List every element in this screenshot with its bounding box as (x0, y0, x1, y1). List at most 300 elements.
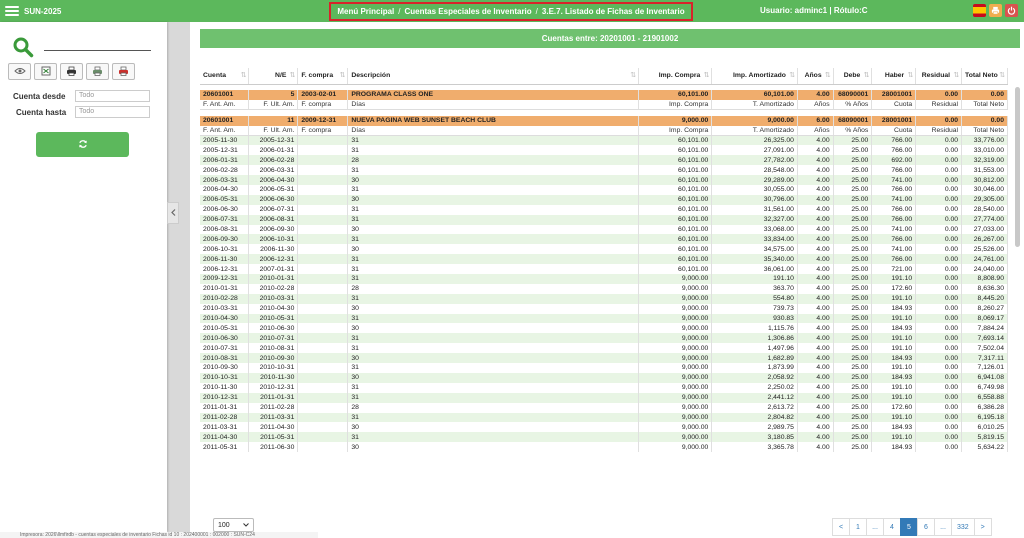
table-cell: 30 (348, 323, 639, 333)
table-row[interactable] (200, 304, 1008, 314)
table-cell: 0.00 (916, 403, 962, 413)
table-cell: 2010-01-31 (249, 274, 298, 284)
table-cell: 4.00 (797, 403, 833, 413)
table-cell: 2011-06-30 (249, 442, 298, 452)
table-cell: 25.00 (833, 343, 872, 353)
table-cell: 2,250.02 (712, 383, 798, 393)
table-row[interactable] (200, 294, 1008, 304)
table-cell: 4.00 (797, 215, 833, 225)
table-cell: 2010-04-30 (249, 304, 298, 314)
table-row[interactable] (200, 155, 1008, 165)
table-row[interactable] (200, 175, 1008, 185)
search-input[interactable] (44, 50, 151, 51)
search-icon[interactable] (12, 36, 34, 58)
table-cell: 4.00 (797, 90, 833, 100)
table-cell: 6,010.25 (962, 422, 1008, 432)
hamburger-menu-icon[interactable] (5, 4, 19, 18)
table-row[interactable] (200, 323, 1008, 333)
table-cell: 60,101.00 (712, 90, 798, 100)
pager-page[interactable]: 4 (883, 518, 901, 536)
table-cell: 27,091.00 (712, 145, 798, 155)
table-cell: 2006-09-30 (249, 225, 298, 235)
table-cell: 2006-08-31 (249, 215, 298, 225)
table-cell: 25.00 (833, 403, 872, 413)
table-cell: 60,101.00 (638, 155, 711, 165)
cuenta-desde-label: Cuenta desde (13, 92, 66, 101)
table-cell: 172.60 (872, 284, 916, 294)
table-cell: 191.10 (872, 333, 916, 343)
table-cell: 0.00 (916, 165, 962, 175)
table-cell: 25.00 (833, 145, 872, 155)
table-cell: 25.00 (833, 225, 872, 235)
table-cell: 2005-12-31 (200, 145, 249, 155)
table-cell: 191.10 (872, 363, 916, 373)
table-cell: 9,000.00 (638, 314, 711, 324)
table-cell: 30 (348, 195, 639, 205)
column-header[interactable] (797, 68, 833, 84)
table-cell: NUEVA PAGINA WEB SUNSET BEACH CLUB (348, 116, 639, 126)
table-cell: 172.60 (872, 403, 916, 413)
table-cell: 25.00 (833, 244, 872, 254)
table-cell: 31 (348, 333, 639, 343)
table-cell: 2010-10-31 (200, 373, 249, 383)
table-cell: 2011-03-31 (249, 413, 298, 423)
table-cell: 30,055.00 (712, 185, 798, 195)
table-cell: 0.00 (916, 314, 962, 324)
table-cell: 25.00 (833, 383, 872, 393)
table-cell: 4.00 (797, 432, 833, 442)
table-cell: 7,126.01 (962, 363, 1008, 373)
table-cell: 8,808.90 (962, 274, 1008, 284)
table-cell: PROGRAMA CLASS ONE (348, 90, 639, 100)
table-cell: 31 (348, 185, 639, 195)
table-cell: 0.00 (916, 205, 962, 215)
table-cell: 2010-06-30 (249, 323, 298, 333)
table-cell: 2006-12-31 (200, 264, 249, 274)
table-cell: 2007-01-31 (249, 264, 298, 274)
table-cell (298, 136, 348, 146)
table-cell: 2010-01-31 (200, 284, 249, 294)
pager-page[interactable]: 5 (900, 518, 918, 536)
table-cell: 60,101.00 (638, 90, 711, 100)
sort-icon[interactable]: ⇅ (824, 72, 831, 79)
table-cell: 60,101.00 (638, 254, 711, 264)
table-cell: F. compra (298, 100, 348, 110)
table-cell (298, 185, 348, 195)
table-cell: 2006-07-31 (200, 215, 249, 225)
table-cell: 4.00 (797, 373, 833, 383)
table-row[interactable] (200, 284, 1008, 294)
account-row[interactable] (200, 116, 1008, 126)
table-cell: 2006-12-31 (249, 254, 298, 264)
table-cell: Residual (916, 126, 962, 136)
table-cell: 4.00 (797, 383, 833, 393)
table-cell: 2006-09-30 (200, 234, 249, 244)
table-row[interactable] (200, 343, 1008, 353)
table-cell: % Años (833, 126, 872, 136)
breadcrumb-home[interactable]: Menú Principal (337, 7, 395, 16)
table-cell: 31 (348, 145, 639, 155)
table-cell: Total Neto (962, 126, 1008, 136)
column-header-label: Imp. Amortizado (732, 72, 786, 80)
table-cell: 2011-02-28 (200, 413, 249, 423)
table-cell: 6,941.08 (962, 373, 1008, 383)
table-row[interactable] (200, 205, 1008, 215)
table-cell: 0.00 (916, 422, 962, 432)
table-cell: 27,782.00 (712, 155, 798, 165)
table-row[interactable] (200, 145, 1008, 155)
table-cell: 4.00 (797, 304, 833, 314)
table-cell: 766.00 (872, 254, 916, 264)
table-cell: 4.00 (797, 284, 833, 294)
table-cell: 2,613.72 (712, 403, 798, 413)
top-bar (0, 0, 1024, 22)
sort-icon[interactable]: ⇅ (289, 72, 296, 79)
table-cell: 26,267.00 (962, 234, 1008, 244)
table-cell: 25.00 (833, 195, 872, 205)
table-cell: 25.00 (833, 155, 872, 165)
table-cell: 25.00 (833, 234, 872, 244)
column-header[interactable] (298, 68, 348, 84)
table-cell: 25.00 (833, 185, 872, 195)
pager-prev[interactable]: < (832, 518, 850, 536)
table-cell: 4.00 (797, 343, 833, 353)
table-cell: 31 (348, 264, 639, 274)
table-cell: 741.00 (872, 244, 916, 254)
table-cell: 191.10 (872, 343, 916, 353)
table-cell: 0.00 (916, 185, 962, 195)
print-icon[interactable] (989, 4, 1002, 17)
breadcrumb (329, 2, 693, 21)
group-rows (200, 136, 1008, 274)
sort-icon[interactable]: ⇅ (907, 72, 914, 79)
table-row[interactable] (200, 383, 1008, 393)
table-cell: 0.00 (916, 373, 962, 383)
table-cell: 191.10 (872, 393, 916, 403)
table-cell: 0.00 (916, 393, 962, 403)
table-cell: 30 (348, 422, 639, 432)
collapse-panel-button[interactable] (167, 202, 179, 224)
table-row[interactable] (200, 136, 1008, 146)
view-button[interactable] (8, 63, 31, 80)
column-header[interactable] (638, 68, 711, 84)
table-cell: 34,575.00 (712, 244, 798, 254)
table-cell: 9,000.00 (638, 403, 711, 413)
table-row[interactable] (200, 422, 1008, 432)
table-cell (298, 393, 348, 403)
table-cell: 1,682.89 (712, 353, 798, 363)
table-cell: 20601001 (200, 90, 249, 100)
table-cell (298, 274, 348, 284)
table-cell: 2006-05-31 (249, 185, 298, 195)
table-cell: 31,561.00 (712, 205, 798, 215)
column-header-label: Cuenta (203, 72, 227, 80)
table-cell: 741.00 (872, 225, 916, 235)
table-cell (298, 422, 348, 432)
column-header-label: Residual (921, 72, 951, 80)
table-cell: 184.93 (872, 304, 916, 314)
printer-icon (92, 66, 103, 78)
pager-ellipsis: ... (866, 518, 884, 536)
table-row[interactable] (200, 373, 1008, 383)
table-cell: 2010-03-31 (200, 304, 249, 314)
table-row[interactable] (200, 333, 1008, 343)
sort-icon[interactable]: ⇅ (953, 72, 960, 79)
table-cell: 9,000.00 (638, 304, 711, 314)
table-cell: 32,319.00 (962, 155, 1008, 165)
inventory-table (200, 68, 1008, 452)
pagination (833, 518, 992, 536)
table-cell: 2011-02-28 (249, 403, 298, 413)
table-cell: 4.00 (797, 393, 833, 403)
table-cell: 9,000.00 (638, 442, 711, 452)
table-cell: 6,749.98 (962, 383, 1008, 393)
table-cell: 4.00 (797, 244, 833, 254)
table-cell: 30 (348, 304, 639, 314)
table-cell: T. Amortizado (712, 100, 798, 110)
table-row[interactable] (200, 195, 1008, 205)
table-cell: 30 (348, 353, 639, 363)
table-cell (298, 333, 348, 343)
table-cell: 2009-12-31 (298, 116, 348, 126)
table-cell: 0.00 (916, 244, 962, 254)
table-cell: 25.00 (833, 432, 872, 442)
table-row[interactable] (200, 432, 1008, 442)
table-cell: 2,441.12 (712, 393, 798, 403)
table-cell: 0.00 (916, 145, 962, 155)
sort-icon[interactable]: ⇅ (240, 72, 247, 79)
table-cell: 2011-04-30 (200, 432, 249, 442)
table-cell: 0.00 (916, 333, 962, 343)
table-cell: 31 (348, 343, 639, 353)
table-cell: 8,260.27 (962, 304, 1008, 314)
table-cell: 0.00 (916, 215, 962, 225)
table-cell: 0.00 (916, 442, 962, 452)
power-icon[interactable] (1005, 4, 1018, 17)
table-row[interactable] (200, 264, 1008, 274)
table-row[interactable] (200, 234, 1008, 244)
table-row[interactable] (200, 225, 1008, 235)
column-header[interactable] (833, 68, 872, 84)
table-row[interactable] (200, 165, 1008, 175)
table-cell: 739.73 (712, 304, 798, 314)
table-cell: 2006-05-31 (200, 195, 249, 205)
table-cell: 4.00 (797, 413, 833, 423)
column-header-label: Debe (843, 72, 861, 80)
table-cell: 0.00 (962, 90, 1008, 100)
breadcrumb-section[interactable]: Cuentas Especiales de Inventario (404, 7, 532, 16)
table-cell: 191.10 (872, 314, 916, 324)
table-row[interactable] (200, 353, 1008, 363)
refresh-icon (78, 139, 88, 151)
table-cell: 0.00 (916, 432, 962, 442)
pdf-print-button[interactable] (112, 63, 135, 80)
column-header[interactable] (916, 68, 962, 84)
table-cell: 2010-12-31 (200, 393, 249, 403)
table-cell: 2010-11-30 (249, 373, 298, 383)
table-row[interactable] (200, 442, 1008, 452)
column-header[interactable] (962, 68, 1008, 84)
table-cell: 0.00 (916, 155, 962, 165)
table-cell: 2011-05-31 (200, 442, 249, 452)
column-header[interactable] (712, 68, 798, 84)
table-cell: 3,365.78 (712, 442, 798, 452)
sort-icon[interactable]: ⇅ (789, 72, 795, 79)
table-cell: 930.83 (712, 314, 798, 324)
table-cell: 60,101.00 (638, 185, 711, 195)
table-cell: 33,834.00 (712, 234, 798, 244)
table-cell: 9,000.00 (638, 333, 711, 343)
cuenta-hasta-input[interactable]: Todo (75, 106, 150, 118)
table-cell: 9,000.00 (712, 116, 798, 126)
table-cell: 4.00 (797, 165, 833, 175)
table-cell: 4.00 (797, 274, 833, 284)
table-cell: 30,046.00 (962, 185, 1008, 195)
table-row[interactable] (200, 244, 1008, 254)
table-cell: 68090001 (833, 116, 872, 126)
table-cell: 4.00 (797, 422, 833, 432)
table-cell: 2011-01-31 (200, 403, 249, 413)
table-cell: 191.10 (872, 294, 916, 304)
sub-header-row[interactable] (200, 126, 1008, 136)
table-cell: Días (348, 100, 639, 110)
table-cell: 2006-06-30 (249, 195, 298, 205)
table-cell: 68090001 (833, 90, 872, 100)
column-header[interactable] (872, 68, 916, 84)
sort-icon[interactable]: ⇅ (863, 72, 870, 79)
table-cell: 31 (348, 314, 639, 324)
table-cell: 31 (348, 254, 639, 264)
table-cell: 2010-05-31 (200, 323, 249, 333)
account-row[interactable] (200, 90, 1008, 100)
table-cell: 7,502.04 (962, 343, 1008, 353)
table-row[interactable] (200, 413, 1008, 423)
sort-icon[interactable]: ⇅ (630, 72, 636, 79)
pager-ellipsis: ... (934, 518, 952, 536)
table-cell: 25.00 (833, 175, 872, 185)
excel-export-button[interactable] (34, 63, 57, 80)
table-cell: 2011-03-31 (200, 422, 249, 432)
table-cell: 6.00 (797, 116, 833, 126)
table-cell: 184.93 (872, 422, 916, 432)
table-cell: 60,101.00 (638, 215, 711, 225)
table-scrollbar[interactable] (1015, 87, 1020, 247)
table-cell: 0.00 (916, 195, 962, 205)
column-header[interactable] (249, 68, 298, 84)
table-cell: 30,812.00 (962, 175, 1008, 185)
table-row[interactable] (200, 363, 1008, 373)
pager-page[interactable]: 1 (849, 518, 867, 536)
table-cell: 0.00 (916, 294, 962, 304)
sort-icon[interactable]: ⇅ (703, 72, 710, 79)
column-header-label: Descripción (351, 72, 391, 80)
table-cell: 8,445.20 (962, 294, 1008, 304)
column-header[interactable] (348, 68, 639, 84)
table-cell: 2011-04-30 (249, 422, 298, 432)
pager-page[interactable]: 6 (917, 518, 935, 536)
cuenta-desde-input[interactable]: Todo (75, 90, 150, 102)
table-row[interactable] (200, 274, 1008, 284)
column-header-label: Imp. Compra (658, 72, 701, 80)
table-cell: 28,548.00 (712, 165, 798, 175)
table-row[interactable] (200, 393, 1008, 403)
table-cell: 2010-10-31 (249, 363, 298, 373)
table-cell: 1,873.99 (712, 363, 798, 373)
table-cell: 28,540.00 (962, 205, 1008, 215)
table-cell: 0.00 (916, 136, 962, 146)
table-cell: Total Neto (962, 100, 1008, 110)
table-cell: 24,040.00 (962, 264, 1008, 274)
print-list-button[interactable] (60, 63, 83, 80)
table-cell: 31 (348, 294, 639, 304)
table-cell: F. Ant. Am. (200, 100, 249, 110)
table-cell: 0.00 (916, 225, 962, 235)
spain-flag-icon[interactable] (973, 4, 986, 17)
table-cell (298, 343, 348, 353)
table-cell: 25.00 (833, 393, 872, 403)
table-cell: 25.00 (833, 165, 872, 175)
table-cell: F. compra (298, 126, 348, 136)
table-cell: 2010-05-31 (249, 314, 298, 324)
table-cell: 2010-03-31 (249, 294, 298, 304)
table-cell (298, 205, 348, 215)
table-row[interactable] (200, 215, 1008, 225)
table-cell: 0.00 (916, 234, 962, 244)
sort-icon[interactable]: ⇅ (999, 72, 1005, 79)
table-row[interactable] (200, 254, 1008, 264)
sub-header-row[interactable] (200, 100, 1008, 110)
table-cell: 1,497.96 (712, 343, 798, 353)
print-detail-button[interactable] (86, 63, 109, 80)
table-cell: 60,101.00 (638, 165, 711, 175)
table-cell: 28 (348, 155, 639, 165)
sort-icon[interactable]: ⇅ (339, 72, 346, 79)
table-cell: 2006-04-30 (249, 175, 298, 185)
table-cell: 27,033.00 (962, 225, 1008, 235)
table-cell: 766.00 (872, 234, 916, 244)
table-cell: % Años (833, 100, 872, 110)
table-row[interactable] (200, 403, 1008, 413)
pager-next[interactable]: > (974, 518, 992, 536)
table-cell: 4.00 (797, 205, 833, 215)
pager-page[interactable]: 332 (951, 518, 975, 536)
table-cell: 25.00 (833, 442, 872, 452)
spreadsheet-icon (41, 66, 51, 78)
table-cell: 30,796.00 (712, 195, 798, 205)
table-cell: 0.00 (916, 175, 962, 185)
table-cell: 741.00 (872, 175, 916, 185)
table-row[interactable] (200, 185, 1008, 195)
column-header-label: Haber (884, 72, 905, 80)
column-header-label: F. compra (301, 72, 334, 80)
table-cell: 766.00 (872, 215, 916, 225)
page-size-select[interactable] (213, 518, 254, 532)
cuenta-hasta-label: Cuenta hasta (16, 108, 67, 117)
table-cell: 4.00 (797, 294, 833, 304)
table-row[interactable] (200, 314, 1008, 324)
table-cell: 2,058.92 (712, 373, 798, 383)
table-cell: 4.00 (797, 136, 833, 146)
table-cell: 26,325.00 (712, 136, 798, 146)
table-cell: 766.00 (872, 145, 916, 155)
table-cell: 2006-10-31 (249, 234, 298, 244)
column-header[interactable] (200, 68, 249, 84)
table-cell: Años (797, 100, 833, 110)
refresh-button[interactable] (36, 132, 129, 157)
table-cell: 25.00 (833, 353, 872, 363)
table-cell: 25.00 (833, 333, 872, 343)
table-cell: 31 (348, 136, 639, 146)
